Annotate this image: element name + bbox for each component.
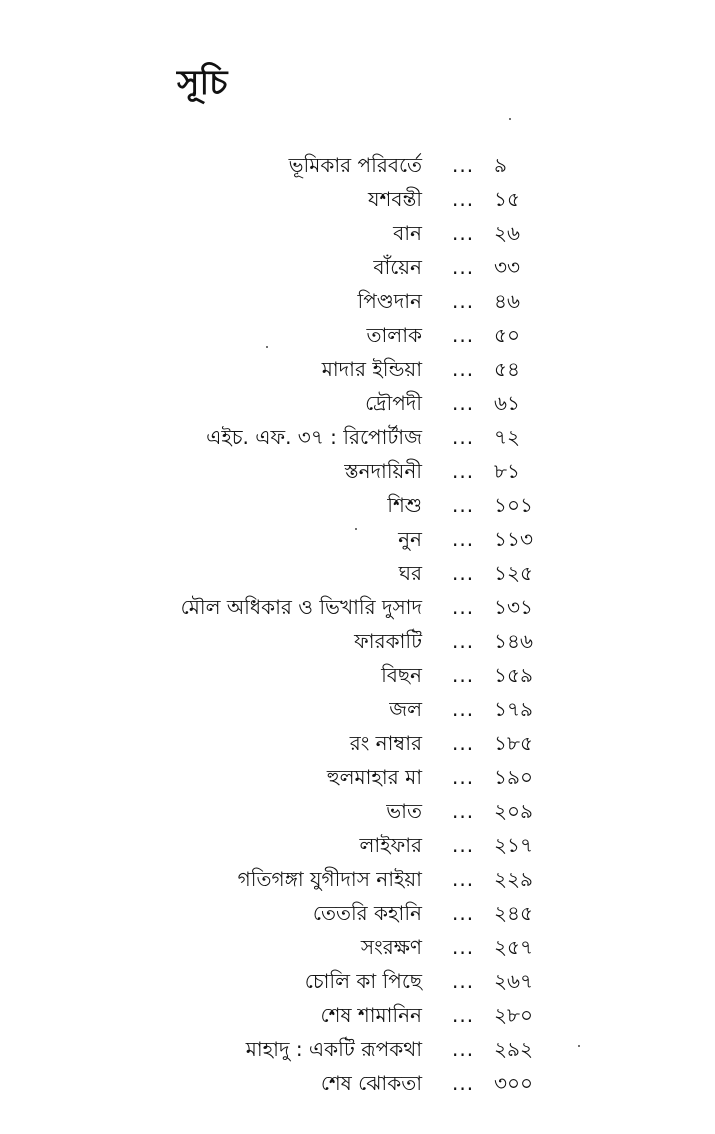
toc-entry <box>0 862 715 896</box>
toc-entry <box>0 454 715 488</box>
toc-leader-dots: ... <box>452 867 475 891</box>
toc-leader-dots: ... <box>452 799 475 823</box>
toc-entry-title: মৌল অধিকার ও ভিখারি দুসাদ <box>180 595 422 619</box>
toc-leader-dots: ... <box>452 595 475 619</box>
toc-entry <box>0 148 715 182</box>
toc-page-number: ৩৩ <box>494 255 521 279</box>
toc-page-number: ১১৩ <box>494 527 533 551</box>
toc-entry <box>0 658 715 692</box>
toc-leader-dots: ... <box>452 289 475 313</box>
toc-entry-title: চোলি কা পিছে <box>304 969 422 993</box>
toc-page-number: ৯ <box>494 153 507 177</box>
toc-page-number: ২৯২ <box>494 1037 533 1061</box>
toc-page-number: ৪৬ <box>494 289 520 313</box>
toc-entry-title: শেষ শামানিন <box>320 1003 422 1027</box>
toc-page-number: ২৪৫ <box>494 901 533 925</box>
toc-entry <box>0 998 715 1032</box>
toc-leader-dots: ... <box>452 425 475 449</box>
toc-page-number: ২৫৭ <box>494 935 533 959</box>
toc-leader-dots: ... <box>452 561 475 585</box>
toc-page-number: ৫৪ <box>494 357 520 381</box>
toc-entry <box>0 250 715 284</box>
toc-leader-dots: ... <box>452 527 475 551</box>
toc-entry <box>0 624 715 658</box>
toc-entry <box>0 590 715 624</box>
toc-leader-dots: ... <box>452 697 475 721</box>
toc-leader-dots: ... <box>452 1071 475 1095</box>
toc-page-number: ২৬ <box>494 221 521 245</box>
toc-page-number: ১৮৫ <box>494 731 533 755</box>
toc-leader-dots: ... <box>452 459 475 483</box>
toc-entry-title: বান <box>393 221 422 245</box>
toc-entry-title: তালাক <box>366 323 422 347</box>
toc-entry-title: তেতরি কহানি <box>312 901 422 925</box>
toc-entry-title: ভূমিকার পরিবর্তে <box>288 153 422 177</box>
toc-entry <box>0 964 715 998</box>
toc-entry-title: নুন <box>398 527 422 551</box>
toc-entry <box>0 556 715 590</box>
toc-entry-title: হুলমাহার মা <box>326 765 422 789</box>
toc-entry-title: এইচ. এফ. ৩৭ : রিপোর্টাজ <box>206 425 422 449</box>
toc-page-number: ১৩১ <box>494 595 533 619</box>
toc-entry-title: রং নাম্বার <box>349 731 422 755</box>
toc-page-number: ৩০০ <box>494 1071 534 1095</box>
toc-entry <box>0 522 715 556</box>
toc-entry <box>0 828 715 862</box>
toc-leader-dots: ... <box>452 833 475 857</box>
toc-leader-dots: ... <box>452 935 475 959</box>
toc-leader-dots: ... <box>452 1003 475 1027</box>
toc-page-number: ১৪৬ <box>494 629 533 653</box>
toc-entry <box>0 930 715 964</box>
toc-entry-title: ঘর <box>398 561 422 585</box>
toc-entry-title: যশবন্তী <box>368 187 422 211</box>
toc-leader-dots: ... <box>452 153 475 177</box>
toc-page-number: ১৫ <box>494 187 520 211</box>
toc-page-number: ১২৫ <box>494 561 533 585</box>
toc-entry <box>0 284 715 318</box>
table-of-contents <box>0 148 715 1100</box>
toc-leader-dots: ... <box>452 187 475 211</box>
toc-page-number: ৬১ <box>494 391 520 415</box>
toc-entry-title: মাহাদু : একটি রূপকথা <box>245 1037 422 1061</box>
toc-entry <box>0 488 715 522</box>
toc-page-number: ১৫৯ <box>494 663 533 687</box>
toc-page-number: ১৯০ <box>494 765 533 789</box>
toc-leader-dots: ... <box>452 1037 475 1061</box>
toc-entry <box>0 726 715 760</box>
toc-entry <box>0 1032 715 1066</box>
toc-leader-dots: ... <box>452 323 475 347</box>
paper-speck <box>509 118 511 120</box>
toc-leader-dots: ... <box>452 663 475 687</box>
toc-entry <box>0 896 715 930</box>
toc-leader-dots: ... <box>452 221 475 245</box>
toc-entry <box>0 760 715 794</box>
toc-entry-title: শেষ ঝোকতা <box>320 1071 422 1095</box>
toc-page-number: ৮১ <box>494 459 520 483</box>
toc-entry <box>0 420 715 454</box>
toc-page-number: ৭২ <box>494 425 521 449</box>
toc-leader-dots: ... <box>452 493 475 517</box>
toc-page-number: ৫০ <box>494 323 520 347</box>
toc-entry-title: বিছন <box>381 663 422 687</box>
toc-leader-dots: ... <box>452 765 475 789</box>
toc-leader-dots: ... <box>452 255 475 279</box>
toc-entry <box>0 692 715 726</box>
toc-entry-title: দ্রৌপদী <box>365 391 422 415</box>
toc-entry-title: মাদার ইন্ডিয়া <box>321 357 422 381</box>
toc-entry-title: শিশু <box>387 493 422 517</box>
toc-entry <box>0 386 715 420</box>
toc-entry <box>0 216 715 250</box>
toc-leader-dots: ... <box>452 629 475 653</box>
toc-entry-title: লাইফার <box>359 833 422 857</box>
toc-page-number: ২০৯ <box>494 799 533 823</box>
toc-leader-dots: ... <box>452 391 475 415</box>
toc-leader-dots: ... <box>452 731 475 755</box>
toc-entry-title: জল <box>389 697 422 721</box>
toc-entry <box>0 352 715 386</box>
toc-entry-title: পিণ্ডদান <box>357 289 422 313</box>
toc-entry <box>0 318 715 352</box>
toc-entry <box>0 1066 715 1100</box>
toc-entry-title: গতিগঙ্গা যুগীদাস নাইয়া <box>237 867 422 891</box>
toc-page-number: ১০১ <box>494 493 533 517</box>
toc-page-number: ২৬৭ <box>494 969 534 993</box>
toc-entry-title: ফারকাটি <box>354 629 422 653</box>
toc-entry <box>0 794 715 828</box>
toc-entry-title: স্তনদায়িনী <box>344 459 422 483</box>
toc-leader-dots: ... <box>452 901 475 925</box>
toc-entry-title: সংরক্ষণ <box>360 935 422 959</box>
toc-entry-title: ভাত <box>386 799 422 823</box>
toc-leader-dots: ... <box>452 357 475 381</box>
toc-page-number: ২২৯ <box>494 867 533 891</box>
toc-page-number: ২১৭ <box>494 833 533 857</box>
toc-leader-dots: ... <box>452 969 475 993</box>
toc-page-number: ২৮০ <box>494 1003 533 1027</box>
toc-entry-title: বাঁয়েন <box>373 255 422 279</box>
page-title: সূচি <box>177 63 228 103</box>
toc-page-number: ১৭৯ <box>494 697 533 721</box>
toc-entry <box>0 182 715 216</box>
